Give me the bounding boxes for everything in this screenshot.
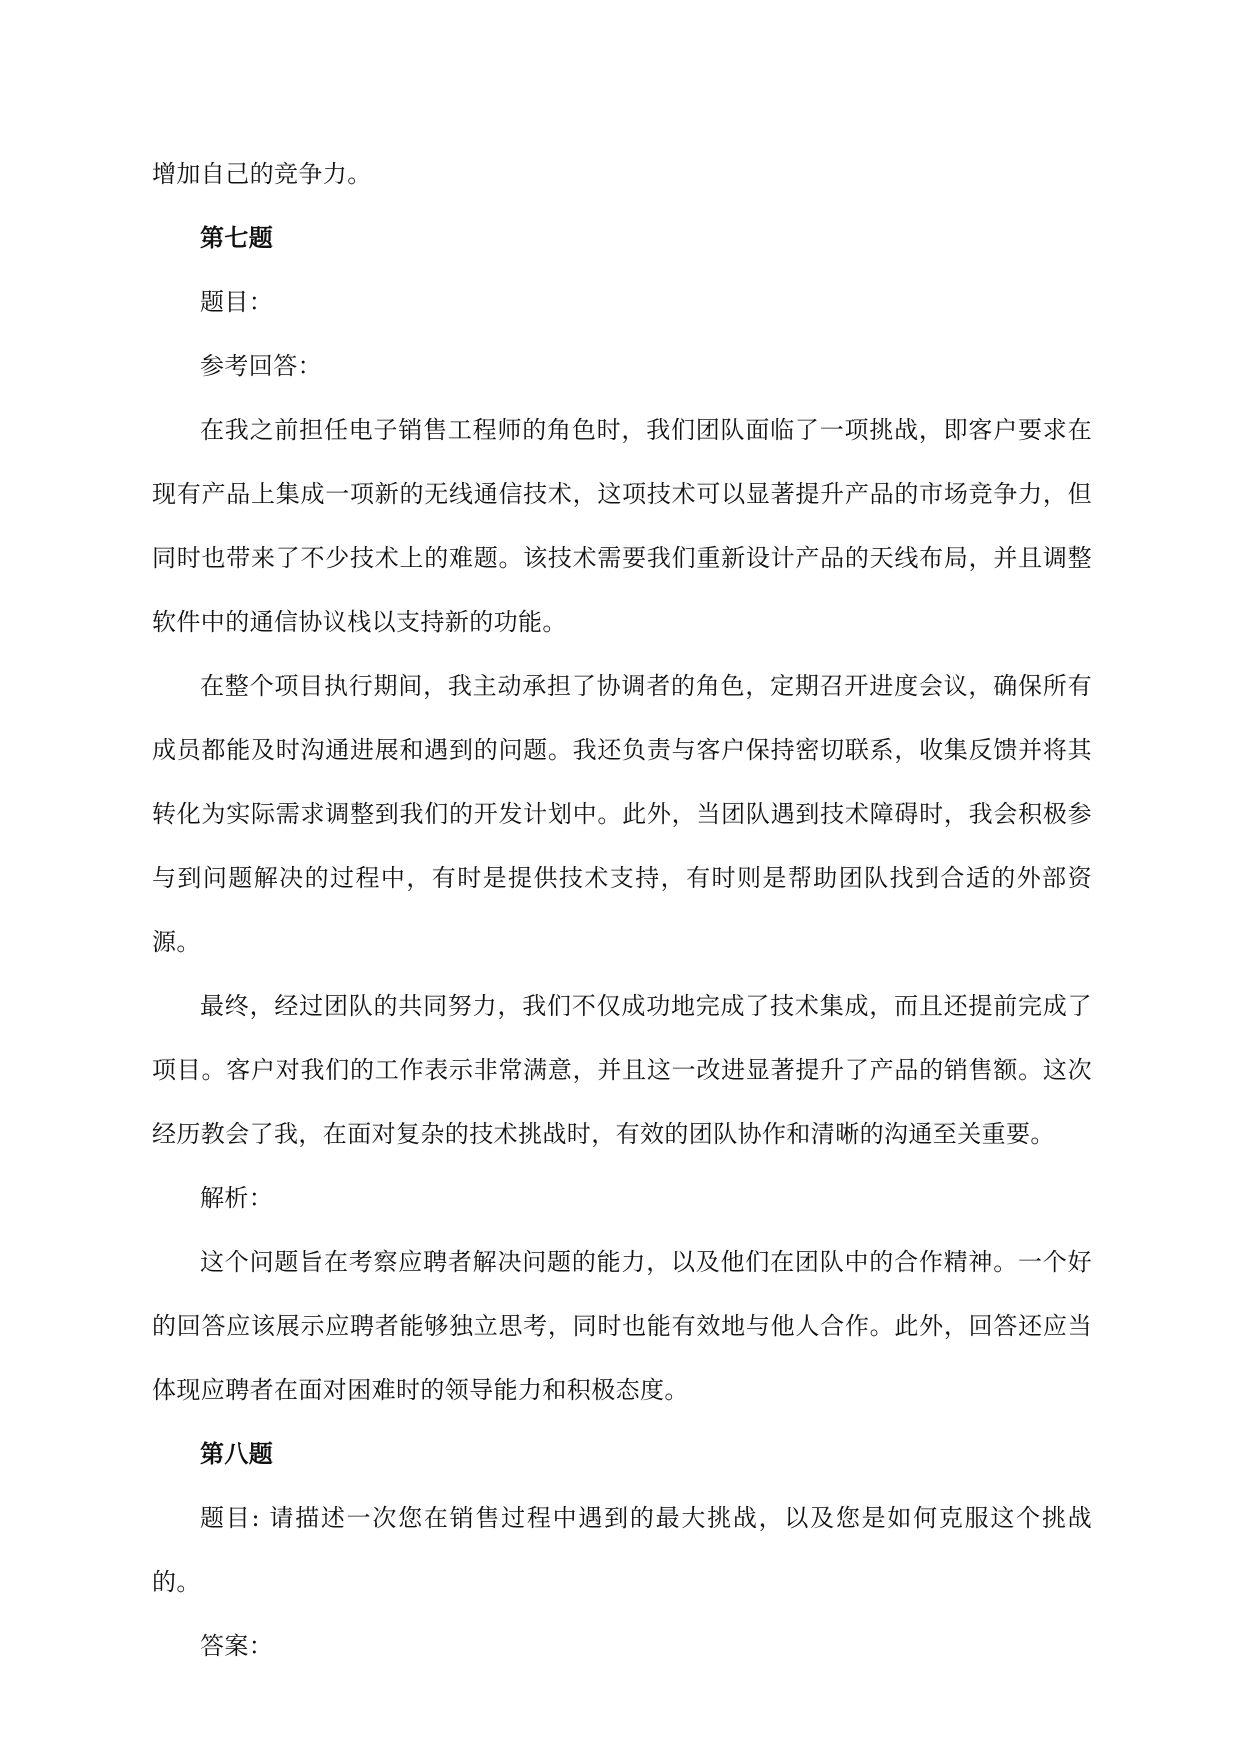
question-8-prompt: 题目: 请描述一次您在销售过程中遇到的最大挑战，以及您是如何克服这个挑战的。 (152, 1504, 1092, 1596)
question-7-answer-label: 参考回答： (200, 352, 322, 380)
question-7-analysis-text: 这个问题旨在考察应聘者解决问题的能力，以及他们在团队中的合作精神。一个好的回答应该展示应聘者能够独立思考，同时也能有效地与他人合作。此外，回答还应当体现应聘者在面对困难时的领导能力和积极态度。 (152, 1248, 1092, 1404)
question-7-prompt-label: 题目： (200, 288, 274, 316)
continued-paragraph: 增加自己的竞争力。 (152, 160, 372, 188)
document-body (152, 142, 1092, 1678)
question-7-answer-paragraph: 最终，经过团队的共同努力，我们不仅成功地完成了技术集成，而且还提前完成了项目。客户对我们的工作表示非常满意，并且这一改进显著提升了产品的销售额。这次经历教会了我，在面对复杂的技术挑战时，有效的团队协作和清晰的沟通至关重要。 (152, 992, 1092, 1148)
question-7-answer-paragraph: 在我之前担任电子销售工程师的角色时，我们团队面临了一项挑战，即客户要求在现有产品上集成一项新的无线通信技术，这项技术可以显著提升产品的市场竞争力，但同时也带来了不少技术上的难题。该技术需要我们重新设计产品的天线布局，并且调整软件中的通信协议栈以支持新的功能。 (152, 416, 1092, 636)
question-7-heading: 第七题 (200, 223, 274, 252)
question-7-answer-paragraph: 在整个项目执行期间，我主动承担了协调者的角色，定期召开进度会议，确保所有成员都能及时沟通进展和遇到的问题。我还负责与客户保持密切联系，收集反馈并将其转化为实际需求调整到我们的开发计划中。此外，当团队遇到技术障碍时，我会积极参与到问题解决的过程中，有时是提供技术支持，有时则是帮助团队找到合适的外部资源。 (152, 672, 1092, 956)
question-8-heading: 第八题 (200, 1439, 274, 1468)
question-8-answer-label: 答案： (200, 1632, 274, 1660)
question-7-analysis-label: 解析： (200, 1184, 274, 1212)
